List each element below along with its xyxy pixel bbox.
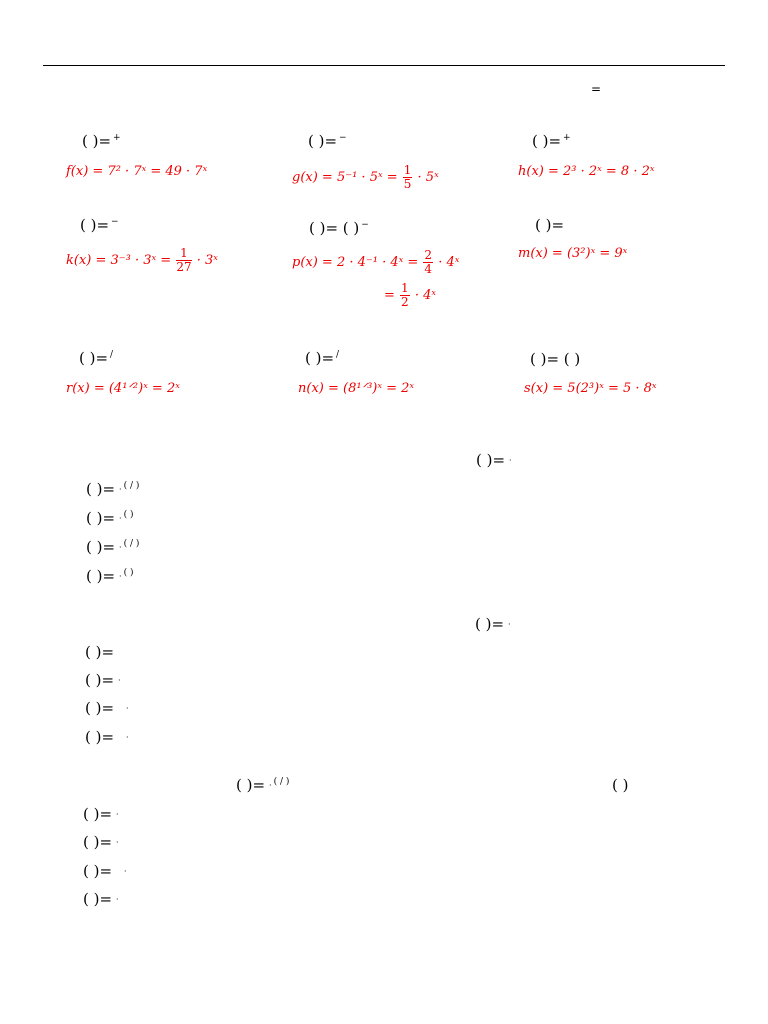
section2-given: ( )= · xyxy=(475,615,511,633)
section1-item: ( )= · ( / ) xyxy=(86,538,140,556)
section2-item: ( )= · xyxy=(85,728,129,746)
solution-p-step2: = $\frac{1}{2}$ · 4ˣ xyxy=(384,281,436,309)
section3-item: ( )= · xyxy=(83,862,127,880)
exercise-n: ( )= / xyxy=(305,349,340,367)
fraction: $\frac{1}{27}$ xyxy=(176,246,192,274)
section1-item: ( )= · ( ) xyxy=(86,509,134,527)
exercise-p: ( )= ( ) − xyxy=(309,219,369,237)
exercise-h: ( )= + xyxy=(532,132,571,150)
section1-item: ( )= · ( ) xyxy=(86,567,134,585)
solution-h: h(x) = 2³ · 2ˣ = 8 · 2ˣ xyxy=(518,164,655,179)
solution-g: g(x) = 5⁻¹ · 5ˣ = $\frac{1}{5}$ · 5ˣ xyxy=(292,163,439,191)
solution-m: m(x) = (3²)ˣ = 9ˣ xyxy=(518,246,628,261)
exercise-s: ( )= ( ) xyxy=(530,350,581,368)
exercise-r: ( )= / xyxy=(79,349,114,367)
section1-given: ( )= · xyxy=(476,451,512,469)
fraction: $\frac{1}{2}$ xyxy=(401,281,409,309)
section2-item: ( )= · xyxy=(85,671,121,689)
section3-item: ( )= · xyxy=(83,833,119,851)
exercise-k: ( )= − xyxy=(80,216,119,234)
solution-r: r(x) = (4¹ᐟ²)ˣ = 2ˣ xyxy=(66,381,180,396)
fraction: $\frac{1}{5}$ xyxy=(403,163,412,191)
section3-given: ( )= · ( / ) xyxy=(236,776,290,794)
fraction: $\frac{2}{4}$ xyxy=(424,248,433,276)
section2-item: ( )= · xyxy=(85,699,129,717)
exercise-g: ( )= − xyxy=(308,132,347,150)
solution-s: s(x) = 5(2³)ˣ = 5 · 8ˣ xyxy=(524,381,657,396)
section2-item: ( )= xyxy=(85,643,115,661)
exercise-m: ( )= xyxy=(535,216,565,234)
section3-item: ( )= · xyxy=(83,805,119,823)
solution-k: k(x) = 3⁻³ · 3ˣ = $\frac{1}{27}$ · 3ˣ xyxy=(66,246,218,274)
section3-item: ( )= · xyxy=(83,890,119,908)
exercise-f: ( )= + xyxy=(82,132,121,150)
header-rule xyxy=(43,65,725,66)
section3-right: ( ) xyxy=(612,776,629,794)
solution-f: f(x) = 7² · 7ˣ = 49 · 7ˣ xyxy=(66,164,208,179)
section1-item: ( )= · ( / ) xyxy=(86,480,140,498)
solution-p: p(x) = 2 · 4⁻¹ · 4ˣ = $\frac{2}{4}$ · 4ˣ xyxy=(292,248,460,276)
solution-n: n(x) = (8¹ᐟ³)ˣ = 2ˣ xyxy=(298,381,415,396)
header-equals: = xyxy=(591,82,602,96)
